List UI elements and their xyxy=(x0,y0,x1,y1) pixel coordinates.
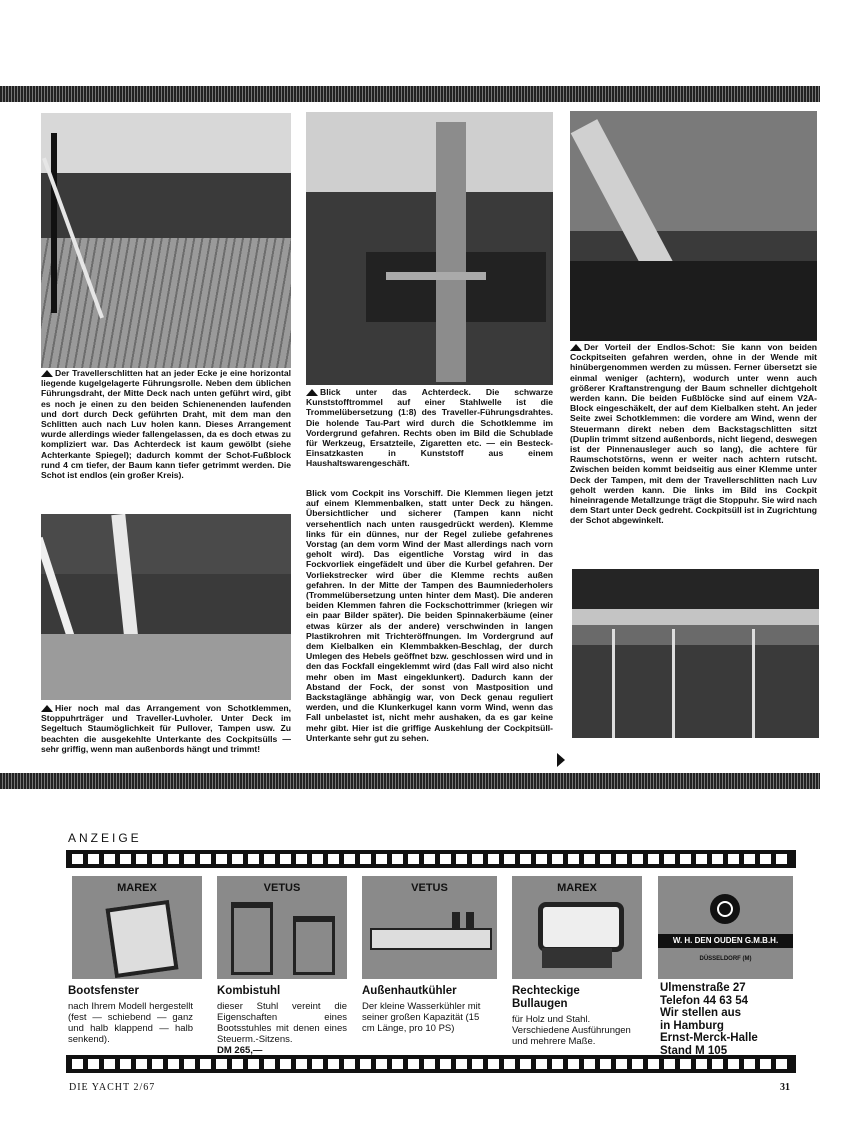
caption-cockpit: Blick vom Cockpit ins Vorschiff. Die Klemmen liegen jetzt auf einem Klemmenbalken, statt unter Deck zu hängen. Übersichtlicher und sicherer (Tampen kann nicht versehentlich nach unten rausgedrückt werden). Klemme links für ein dünnes, nur der Regel zuliebe gefahrenes Vorstag (an dem vorm Wind der Mast allerdings nach vorn geholt wird). Das eigentliche Vorstag wird in das Fockvorliek eingefädelt und über die Kurbel gefahren. Der Vorliekstrecker wird über die Klemme rechts außen gefahren. In der Mitte der Tampen des Baumniederholers (Trommelübersetzung unten hinter dem Mast). Die anderen beiden Klemmen fahren die Fockschottrimmer (kriegen wir ein paar Bilder später). Die beiden Spinnakerbäume (einer etwas kürzer als der andere) verschwinden in langen Plastikrohren mit Trichteröffnungen. Im Vordergrund auf dem Kielbalken ein Klemmbakken-Beschlag, der durch Umlegen des Hebels geöffnet bzw. geschlossen wird und in den das Fockfall eingeklemmt wird (das Fall wird also nicht mehr oben im Mast eingeklunkert). Dadurch kann der Abstand der Fock, der sonst von Mastposition und Backstaglänge abhängig war, von Deck genau reguliert werden, und die Klunkerkugel kann vorm Wind, wenn das Fall unbelastet ist, nicht mehr aushaken, da es gar keine mehr gibt. Hier ist die griffige Auskehlung der Cockpitsüll-Unterkante sehr gut zu sehen. xyxy=(306,488,553,743)
company-logo xyxy=(658,876,793,979)
caption-endless-sheet: Der Vorteil der Endlos-Schot: Sie kann von beiden Cockpitseiten gefahren werden, ohne in der Wende mit hinübergenommen werden zu müssen. Ferner übersetzt sie einmal weniger (achtern), wodurch unter wenn auch größerer Kraftanstrengung der Baum schneller dichtgeholt werden kann. Die beiden Fußblöcke sind auf einem V2A-Block eingeschäkelt, der auf dem Kielbalken steht. An jeder Seite zwei Schotklemmen: die vordere am Wind, wenn der Steuermann direkt neben dem Backstagschlitten sitzt (Duplin trimmt sitzend außenbords, nicht liegend, deswegen ist der Pinnenausleger auch so lang), die achtere für Raumschotstörns, wenn er weiter nach achtern rutscht. Zwischen beiden kommt beidseitig aus einer Klemme unter Deck der Tampen, mit dem der Travellerschlitten nach Luv geholt werden kann. Die links im Bild ins Cockpit hineinragende Metallzunge trägt die Stoppuhr. Sie wird nach dem Start unter Deck gedreht. Cockpitsüll ist in Zugrichtung der Schot abgewinkelt. xyxy=(570,342,817,526)
caption-traveller: Der Travellerschlitten hat an jeder Ecke je eine horizontal liegende kugelgelagerte Führungsrolle. Neben dem üblichen Führungsdraht, der Mitte Deck nach unten geführt wird, gibt es noch je einen zu den beiden Schienenenden laufenden und dort durch Deck geführten Draht, mit dem man den Schlitten auch nach Luv holen kann. Dieses Arrangement wurde allerdings wieder fallengelassen, da es doch etwas zu kompliziert war. Das Achterdeck ist kaum gewölbt (siehe Achterkante Spiegel); dadurch kommt der Schot-Fußblock rund 4 cm tiefer, der Baum kann tiefer getrimmt werden. Die Schot ist endlos (ein großer Kreis). xyxy=(41,368,291,481)
ad-text-aussenhautkuehler: Der kleine Wasserkühler mit seiner großen Kapazität (15 cm Länge, pro 10 PS) xyxy=(362,1001,481,1034)
ad-text-bootsfenster: nach Ihrem Modell hergestellt (fest — schiebend — ganz und halb klappend — halb senkend). xyxy=(68,1001,193,1045)
company-emblem-icon xyxy=(710,894,740,924)
film-strip-top xyxy=(66,850,796,868)
ad-image-bootsfenster: MAREX xyxy=(72,876,202,979)
arrow-up-icon xyxy=(41,705,53,712)
arrow-up-icon xyxy=(41,370,53,377)
ad-title-kombistuhl: Kombistuhl xyxy=(217,985,281,997)
footer-page-number: 31 xyxy=(780,1082,790,1093)
ad-image-kombistuhl: VETUS xyxy=(217,876,347,979)
ad-image-bullaugen: MAREX xyxy=(512,876,642,979)
top-rule xyxy=(0,86,820,102)
ad-price-kombistuhl: DM 265,— xyxy=(217,1045,263,1056)
photo-cleats-arrangement xyxy=(41,514,291,700)
company-name: W. H. DEN OUDEN G.M.B.H. xyxy=(658,934,793,948)
photo-under-afterdeck xyxy=(306,112,553,385)
photo-cockpit-forward xyxy=(572,569,819,738)
caption-cleats: Hier noch mal das Arrangement von Schotklemmen, Stoppuhrträger und Traveller-Luvholer. Unter Deck im Segeltuch Staumöglichkeit für Pullover, Tampen usw. Zu beachten die ausgekehlte Unterkante des Cockpitsülls — sehr griffig, wenn man außenbords hängt und trimmt! xyxy=(41,703,291,754)
ad-title-bootsfenster: Bootsfenster xyxy=(68,985,139,997)
arrow-up-icon xyxy=(306,389,318,396)
company-contact: Ulmenstraße 27 Telefon 44 63 54 Wir stellen aus in Hamburg Ernst-Merck-Halle Stand M 105 xyxy=(660,982,758,1057)
bottom-rule xyxy=(0,773,820,789)
footer-magazine: DIE YACHT 2/67 xyxy=(69,1082,156,1093)
arrow-up-icon xyxy=(570,344,582,351)
ad-text-bullaugen: für Holz und Stahl. Verschiedene Ausführungen und mehrere Maße. xyxy=(512,1014,631,1047)
ad-text-kombistuhl: dieser Stuhl vereint die Eigenschaften eines Bootsstuhles mit denen eines Steuerm.-Sitzens. DM 265,— xyxy=(217,1001,347,1056)
film-strip-bottom xyxy=(66,1055,796,1073)
company-city: DÜSSELDORF (M) xyxy=(699,956,752,962)
ad-title-bullaugen: Rechteckige Bullaugen xyxy=(512,985,580,1010)
caption-afterdeck: Blick unter das Achterdeck. Die schwarze Kunststofftrommel auf einer Stahlwelle ist die Trommelübersetzung (1:8) des Traveller-Führungsdrahtes. Die holende Tau-Part wird durch die Schotklemme im Vordergrund gefahren. Rechts oben im Bild die Schublade für Werkzeug, Ersatzteile, Zigaretten etc. — ein Besteck-Einsatzkasten in Kunststoff aus einem Haushaltswarengeschäft. xyxy=(306,387,553,469)
photo-endless-sheet xyxy=(570,111,817,341)
ad-label: ANZEIGE xyxy=(68,831,142,845)
ad-image-aussenhautkuehler: VETUS xyxy=(362,876,497,979)
ad-title-aussenhautkuehler: Außenhautkühler xyxy=(362,985,457,997)
photo-traveller-deck xyxy=(41,113,291,368)
arrow-right-icon xyxy=(557,753,565,767)
